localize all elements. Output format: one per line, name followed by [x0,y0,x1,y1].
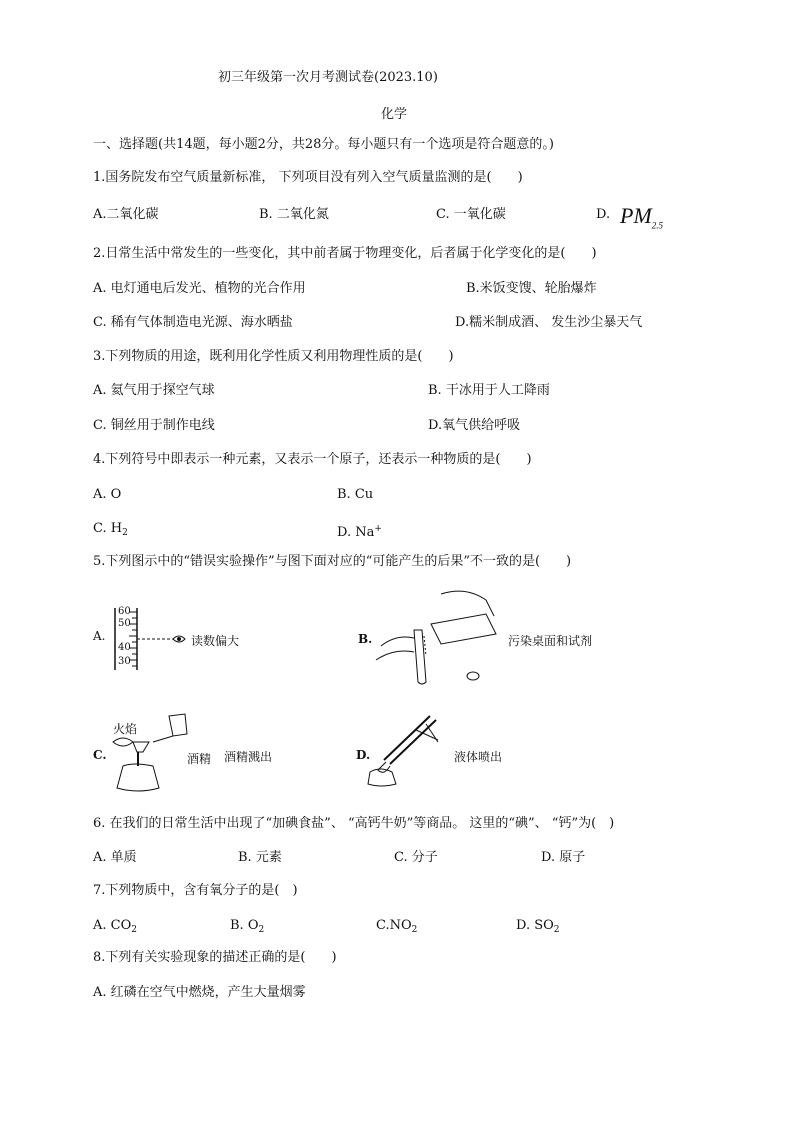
figure-a-cylinder [93,604,273,674]
q1-option-d-formula: $PM_{2.5}$ [620,203,664,231]
q1-option-c: C. 一氧化碳 [436,207,506,222]
q3-option-c: C. 铜丝用于制作电线 [93,418,215,433]
exam-title: 初三年级第一次月考测试卷(2023.10) [218,70,438,85]
figure-c-label: C. [93,748,107,762]
section-heading: 一、选择题(共14题，每小题2分，共28分。每小题只有一个选项是符合题意的。) [93,137,554,152]
q2-option-a: A. 电灯通电后发光、植物的光合作用 [93,281,306,296]
q7-option-c: $C.NO_2$ [376,918,418,935]
figure-b-label: B. [358,632,373,646]
q3-option-d: D.氧气供给呼吸 [428,418,521,433]
figure-d-heating [356,700,576,790]
q3-option-b: B. 干冰用于人工降雨 [428,383,550,398]
figure-a-tick-40: 40 [118,642,131,653]
heating-drawing [356,700,576,790]
figure-b-pouring [356,586,656,686]
figure-a-tick-30: 30 [118,656,131,667]
question-1-stem: 1.国务院发布空气质量新标准， 下列项目没有列入空气质量监测的是( ) [93,170,523,185]
question-8-stem: 8.下列有关实验现象的描述正确的是( ) [93,950,337,965]
q2-option-d: D.糯米制成酒、 发生沙尘暴天气 [455,315,643,330]
figure-d-caption: 液体喷出 [454,750,503,764]
question-5-stem: 5.下列图示中的“错误实验操作”与图下面对应的“可能产生的后果”不一致的是( ) [93,554,572,569]
subject-title: 化学 [381,107,408,122]
figure-c-alcohol-lamp [93,712,293,794]
figure-d-label: D. [356,748,371,762]
q7-option-a: A. $CO_2$ [93,918,137,935]
figure-c-alcohol-label: 酒精 [187,752,212,766]
figure-c-flame-label: 火焰 [113,722,138,736]
q4-option-d: D. Na+ [337,524,382,540]
q8-option-a: A. 红磷在空气中燃烧，产生大量烟雾 [93,985,306,1000]
q4-option-b: B. Cu [337,487,374,502]
question-4-stem: 4.下列符号中即表示一种元素，又表示一个原子，还表示一种物质的是( ) [93,452,532,467]
figure-a-tick-60: 60 [118,606,131,617]
q6-option-a: A. 单质 [93,850,137,865]
pouring-drawing [356,586,656,686]
question-3-stem: 3.下列物质的用途，既利用化学性质又利用物理性质的是( ) [93,349,454,364]
figure-a-label: A. [93,629,106,643]
figure-b-caption: 污染桌面和试剂 [508,634,593,648]
question-2-stem: 2.日常生活中常发生的一些变化，其中前者属于物理变化，后者属于化学变化的是( ) [93,246,597,261]
q2-option-b: B.米饭变馊、轮胎爆炸 [466,281,597,296]
q3-option-a: A. 氦气用于探空气球 [93,383,215,398]
question-6-stem: 6. 在我们的日常生活中出现了“加碘食盐”、 “高钙牛奶”等商品。 这里的“碘”、 “钙”为( ) [93,816,615,831]
q4-option-c: C. $H_2$ [93,521,128,538]
figure-a-caption: 读数偏大 [191,634,240,648]
q7-option-b: B. $O_2$ [230,918,265,935]
q1-option-a: A.二氧化碳 [93,207,159,222]
q1-option-b: B. 二氧化氮 [259,207,329,222]
question-7-stem: 7.下列物质中，含有氧分子的是( ) [93,883,298,898]
figure-a-tick-50: 50 [118,618,131,629]
q7-option-d: D. $SO_2$ [516,918,560,935]
q4-option-a: A. O [93,487,122,502]
q2-option-c: C. 稀有气体制造电光源、海水晒盐 [93,315,293,330]
q1-option-d: D. [596,207,611,222]
q6-option-d: D. 原子 [541,850,586,865]
q6-option-b: B. 元素 [238,850,282,865]
q6-option-c: C. 分子 [394,850,438,865]
figure-c-caption: 酒精溅出 [224,750,273,764]
